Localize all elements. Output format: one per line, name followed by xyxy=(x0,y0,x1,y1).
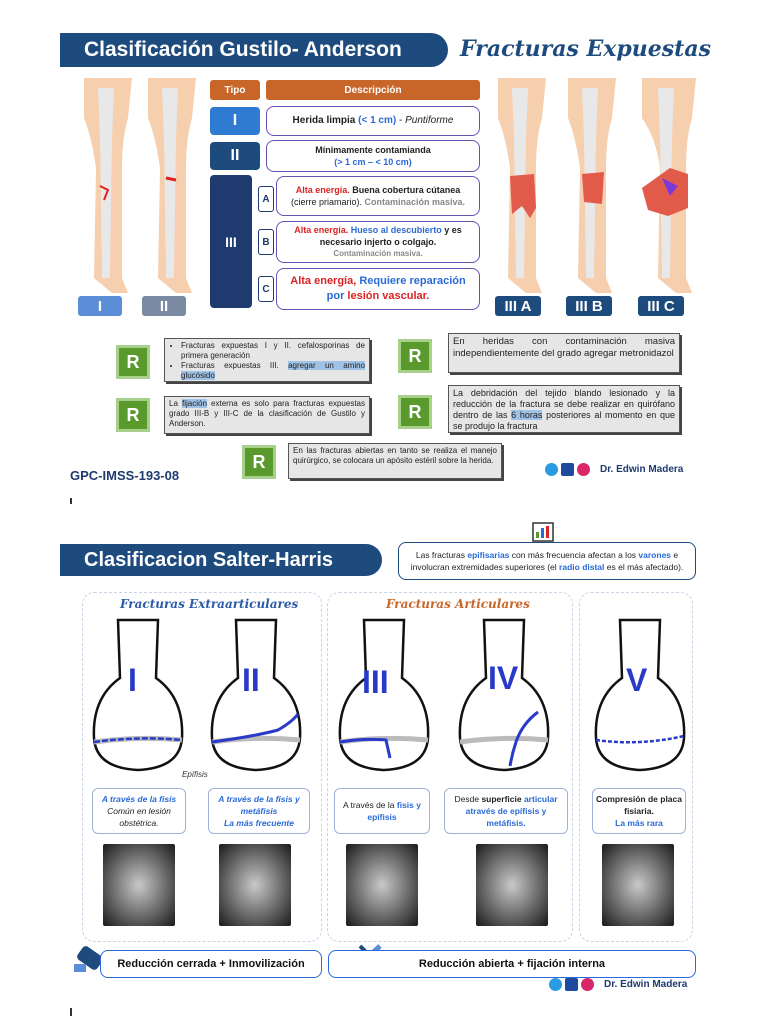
desc-IIIB-d: necesario injerto o colgajo. xyxy=(319,237,437,247)
closed-reduction-box xyxy=(100,950,322,978)
type-IIIC-description xyxy=(276,268,480,310)
type-II-box xyxy=(210,142,260,170)
rec3-c: externa es solo para fracturas expuestas grado III-B y III-C de la clasificación de Gustilo y Anderson. xyxy=(169,399,365,428)
numeral-I: I xyxy=(128,662,137,698)
salter-info-box xyxy=(398,542,696,580)
numeral-II: II xyxy=(242,662,260,698)
desc-IIIA-a: Alta energía. xyxy=(295,185,350,195)
page-divider-1 xyxy=(70,498,72,504)
caption-IV xyxy=(444,788,568,834)
rec-badge-3: R xyxy=(116,398,150,432)
instagram-icon xyxy=(577,463,590,476)
header-tipo: Tipo xyxy=(210,80,260,100)
desc-IIIB-e: Contaminación masiva. xyxy=(333,249,423,258)
numeral-III: III xyxy=(362,664,389,700)
desc-IIIC-b: Requiere reparación xyxy=(356,275,466,287)
salter-title-banner xyxy=(60,544,382,576)
xray-V xyxy=(602,844,674,926)
page-divider-2 xyxy=(70,1008,72,1016)
sub-A: A xyxy=(258,186,274,212)
gustilo-title-banner xyxy=(60,33,448,67)
caption-II xyxy=(208,788,310,834)
type-I-label: I xyxy=(232,112,238,129)
cap5-b: La más rara xyxy=(615,818,663,828)
btn-closed-label: Reducción cerrada + Inmovilización xyxy=(117,958,305,970)
info-e: e involucran extremidades superiores (el xyxy=(410,550,679,572)
xray-I xyxy=(103,844,175,926)
info-b: epifisarias xyxy=(467,550,510,560)
desc-IIIB-c: y es xyxy=(441,225,462,235)
type-I-description xyxy=(266,106,480,136)
caption-I xyxy=(92,788,186,834)
type-IIIB-description xyxy=(276,221,480,263)
rec-badge-4: R xyxy=(398,395,432,429)
desc-IIIB-b: Hueso al descubierto xyxy=(348,225,442,235)
cap4-a: Desde xyxy=(454,794,482,804)
rec2-text: En heridas con contaminación masiva independientemente del grado agregar metronidazol xyxy=(453,336,675,359)
rec4-a: La debridación del tejido blando lesionado y la reducción de la fractura se debe realizar en quirófano dentro de las xyxy=(453,388,675,420)
cap3-b: fisis y epífisis xyxy=(367,800,421,822)
social-icons-2 xyxy=(549,978,594,991)
author-1: Dr. Edwin Madera xyxy=(600,464,684,475)
sub-B: B xyxy=(258,229,274,255)
social-icons-1 xyxy=(545,463,590,476)
cap1-b: Común en lesión obstétrica. xyxy=(107,806,171,828)
rec-note-5 xyxy=(288,443,502,479)
rec-note-3 xyxy=(164,396,370,434)
desc-IIIA-b: Buena cobertura cútanea xyxy=(349,185,461,195)
xray-III xyxy=(346,844,418,926)
cap2-a: A través de la fisis y metáfisis xyxy=(218,794,300,816)
rec3-b: fijación xyxy=(182,399,207,408)
desc-IIIC-c: por xyxy=(326,290,348,302)
rec1-item-2a: Fracturas expuestas III. xyxy=(181,361,289,370)
open-reduction-box xyxy=(328,950,696,978)
bone-type-IV xyxy=(454,618,554,778)
author-2: Dr. Edwin Madera xyxy=(604,979,688,990)
rec4-b: 6 horas xyxy=(511,410,543,420)
facebook-icon xyxy=(561,463,574,476)
type-I-box xyxy=(210,107,260,135)
facebook-icon xyxy=(565,978,578,991)
salter-title: Clasificacion Salter-Harris xyxy=(84,548,333,571)
desc-IIIA-c: (cierre priamario). xyxy=(290,197,365,207)
rec-badge-1: R xyxy=(116,345,150,379)
rec1-item-1: • Fracturas expuestas I y II. cefalosporinas de primera generación xyxy=(181,341,365,361)
type-II-label: II xyxy=(230,147,240,164)
desc-I-d: Puntiforme xyxy=(405,115,454,126)
group-extra-label: Fracturas Extraarticulares xyxy=(120,597,299,611)
cap1-a: A través de la fisis xyxy=(101,794,177,804)
info-d: varones xyxy=(638,550,672,560)
info-a: Las fracturas xyxy=(415,550,468,560)
rec-note-4 xyxy=(448,385,680,433)
gustilo-title: Clasificación Gustilo- Anderson xyxy=(84,38,402,61)
rec5-text: En las fracturas abiertas en tanto se realiza el manejo quirúrgico, se colocara un apósito estéril sobre la herida. xyxy=(293,446,497,465)
desc-IIIB-a: Alta energía. xyxy=(294,225,349,235)
btn-open-label: Reducción abierta + fijación interna xyxy=(418,958,606,970)
cap4-b: superficie xyxy=(481,794,522,804)
info-g: es el más afectado). xyxy=(604,562,684,572)
bone-type-I xyxy=(88,618,188,778)
desc-I-a: Herida limpia xyxy=(292,115,359,126)
epifisis-label: Epífisis xyxy=(182,770,208,779)
twitter-icon xyxy=(545,463,558,476)
caption-V xyxy=(592,788,686,834)
cap5-a: Compresión de placa fisiaria. xyxy=(596,794,682,816)
info-f: radio distal xyxy=(559,562,605,572)
rec-badge-5: R xyxy=(242,445,276,479)
numeral-IV: IV xyxy=(488,660,519,696)
twitter-icon xyxy=(549,978,562,991)
desc-II-b: (> 1 cm – < 10 cm) xyxy=(334,157,412,167)
rec3-a: La xyxy=(169,399,183,408)
numeral-V: V xyxy=(626,662,648,698)
leg-label-IIIB: III B xyxy=(566,296,612,316)
desc-IIIC-a: Alta energía, xyxy=(290,275,357,287)
instagram-icon xyxy=(581,978,594,991)
cap2-b: La más frecuente xyxy=(224,818,294,828)
rec-note-2 xyxy=(448,333,680,373)
desc-I-c: - xyxy=(396,115,406,126)
cap4-d: através de epífisis y metáfisis. xyxy=(465,806,547,828)
xray-IV xyxy=(476,844,548,926)
bone-chart-icon xyxy=(532,522,554,542)
desc-IIIC-d: lesión vascular. xyxy=(347,290,430,302)
info-c: con más frecuencia afectan a los xyxy=(509,550,639,560)
xray-II xyxy=(219,844,291,926)
desc-IIIA-d: Contaminación masiva. xyxy=(364,197,466,207)
rec4-c: posteriores al momento en que se produjo la fractura xyxy=(453,410,675,431)
leg-label-IIIA: III A xyxy=(495,296,541,316)
rec1-item-2b: agregar un amino glucósido xyxy=(181,361,365,380)
rec-note-1 xyxy=(164,338,370,382)
group-artic-label: Fracturas Articulares xyxy=(386,597,530,611)
sub-C: C xyxy=(258,276,274,302)
guide-code: GPC-IMSS-193-08 xyxy=(70,468,180,483)
leg-label-IIIC: III C xyxy=(638,296,684,316)
type-II-description xyxy=(266,140,480,172)
cap4-c: articular xyxy=(521,794,558,804)
desc-I-b: (< 1 cm) xyxy=(358,115,397,126)
type-IIIA-description xyxy=(276,176,480,216)
cap3-a: A través de la xyxy=(343,800,397,810)
leg-illustrations-left xyxy=(76,78,206,320)
leg-label-II: II xyxy=(142,296,186,316)
leg-label-I: I xyxy=(78,296,122,316)
leg-illustrations-right xyxy=(492,78,702,320)
desc-II-a: Mínimamente contamianda xyxy=(315,145,431,155)
type-III-label: III xyxy=(225,233,237,250)
type-III-box xyxy=(210,175,252,308)
header-descripcion: Descripción xyxy=(266,80,480,100)
rec-badge-2: R xyxy=(398,339,432,373)
gustilo-script-title: Fracturas Expuestas xyxy=(460,36,711,62)
caption-III xyxy=(334,788,430,834)
